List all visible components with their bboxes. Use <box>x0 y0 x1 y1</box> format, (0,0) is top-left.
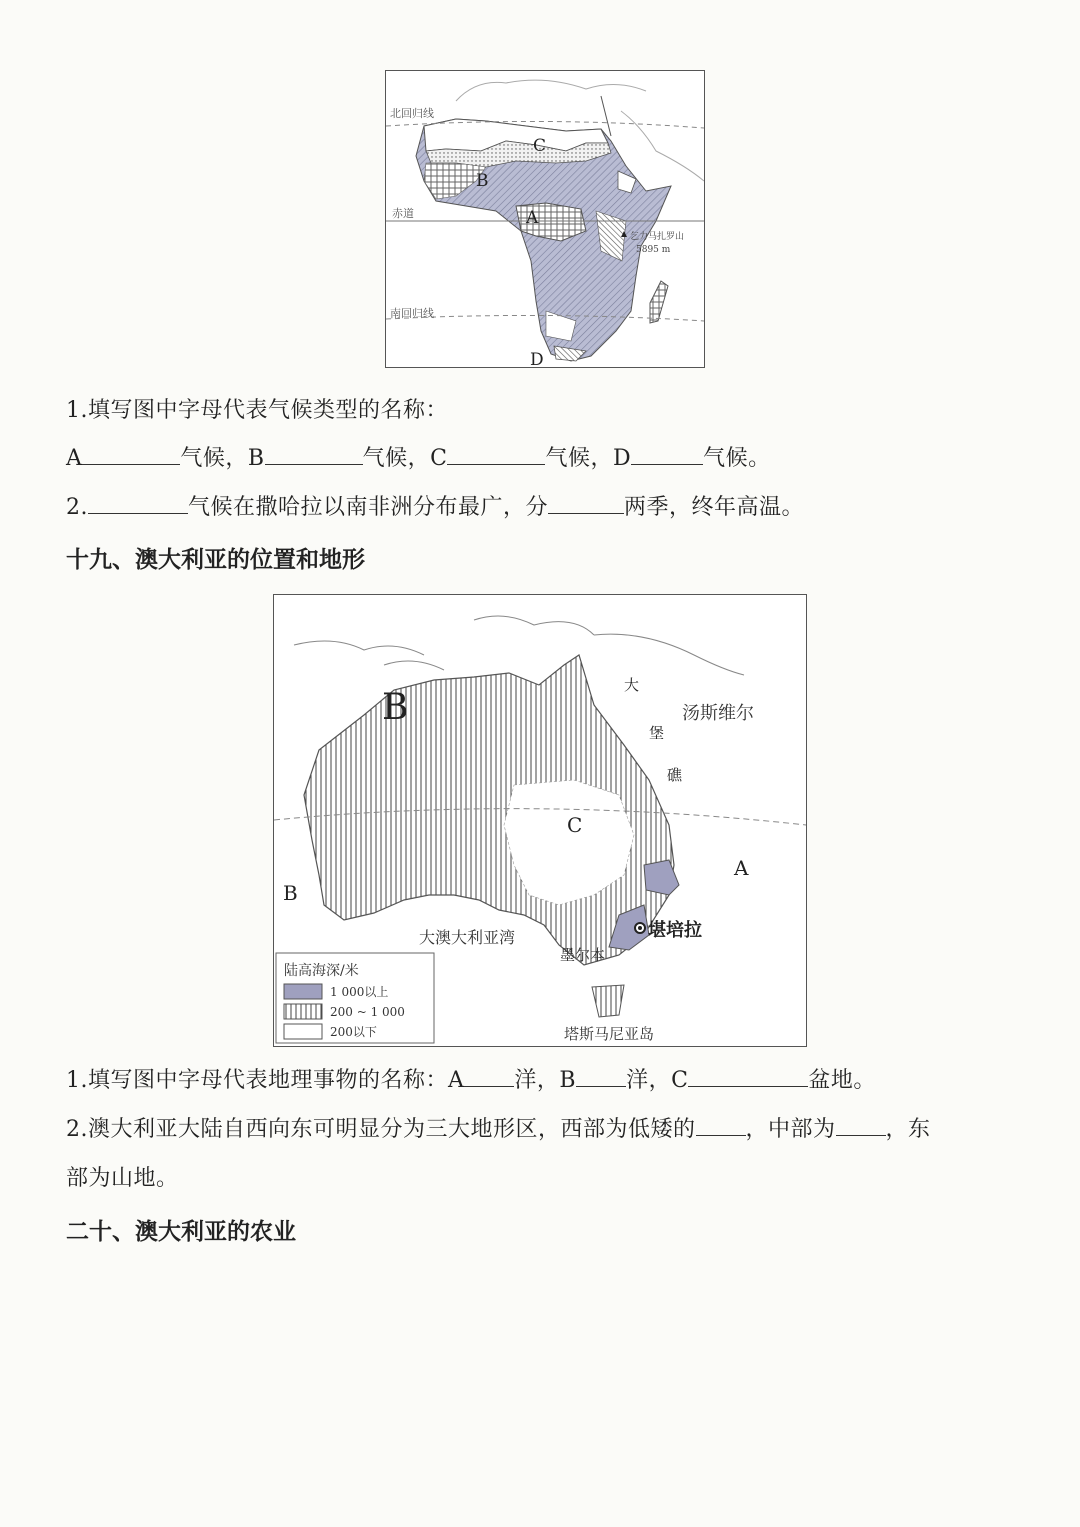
label-B-small: B <box>283 881 298 905</box>
label-melbourne: 墨尔本 <box>560 946 606 964</box>
section-20-title: 二十、澳大利亚的农业 <box>66 1219 296 1245</box>
label-equator: 赤道 <box>392 207 414 220</box>
blank-seasons[interactable] <box>548 493 624 514</box>
blank-central[interactable] <box>836 1115 886 1136</box>
label-D: D <box>530 350 544 367</box>
label-barrier-1: 大 <box>624 676 640 694</box>
legend-swatch-high <box>284 984 322 999</box>
tasmania-island <box>592 985 624 1017</box>
label-tropic-south: 南回归线 <box>390 307 434 320</box>
africa-q2: 2. 气候在撒哈拉以南非洲分布最广，分 两季，终年高温。 <box>66 495 805 520</box>
label-C: C <box>567 813 583 837</box>
section-19-title: 十九、澳大利亚的位置和地形 <box>66 547 365 573</box>
label-peak-height: 5895 m <box>636 245 671 255</box>
label-canberra: 堪培拉 <box>648 920 702 941</box>
blank-basin-c[interactable] <box>688 1066 808 1087</box>
legend-swatch-mid <box>284 1004 322 1019</box>
legend-title: 陆高海深/米 <box>284 963 359 979</box>
africa-climate-map <box>385 70 705 368</box>
blank-a[interactable] <box>82 444 180 465</box>
label-C: C <box>533 136 547 156</box>
label-B: B <box>476 171 489 191</box>
blank-d[interactable] <box>631 444 703 465</box>
label-tasmania: 塔斯马尼亚岛 <box>564 1025 655 1043</box>
label-B-big: B <box>382 687 409 728</box>
map-legend <box>276 953 434 1043</box>
africa-q1: 1.填写图中字母代表气候类型的名称： <box>66 398 448 423</box>
blank-climate[interactable] <box>88 493 188 514</box>
label-A: A <box>734 856 749 880</box>
australia-topography-map <box>273 594 807 1047</box>
label-peak-name: 乞力马扎罗山 <box>630 232 685 242</box>
label-bight: 大澳大利亚湾 <box>419 928 516 947</box>
australia-q2: 2.澳大利亚大陆自西向东可明显分为三大地形区，西部为低矮的 ，中部为 ，东 <box>66 1117 931 1142</box>
blank-ocean-a[interactable] <box>464 1066 514 1087</box>
label-A: A <box>526 208 539 228</box>
label-barrier-2: 堡 <box>649 724 665 742</box>
legend-item-low: 200以下 <box>330 1025 377 1039</box>
blank-west[interactable] <box>696 1115 746 1136</box>
blank-b[interactable] <box>265 444 363 465</box>
legend-item-mid: 200 ~ 1 000 <box>330 1005 405 1019</box>
australia-q2-cont: 部为山地。 <box>66 1166 179 1191</box>
label-barrier-3: 礁 <box>667 766 683 784</box>
africa-q1-blanks: A 气候，B 气候，C 气候，D 气候。 <box>66 446 771 471</box>
blank-c[interactable] <box>447 444 545 465</box>
label-tasman: 汤斯维尔 <box>682 703 754 724</box>
label-tropic-north: 北回归线 <box>390 107 434 120</box>
legend-swatch-low <box>284 1024 322 1039</box>
australia-q1: 1.填写图中字母代表地理事物的名称：A 洋，B 洋，C 盆地。 <box>66 1068 876 1093</box>
blank-ocean-b[interactable] <box>576 1066 626 1087</box>
legend-item-high: 1 000以上 <box>330 985 389 999</box>
